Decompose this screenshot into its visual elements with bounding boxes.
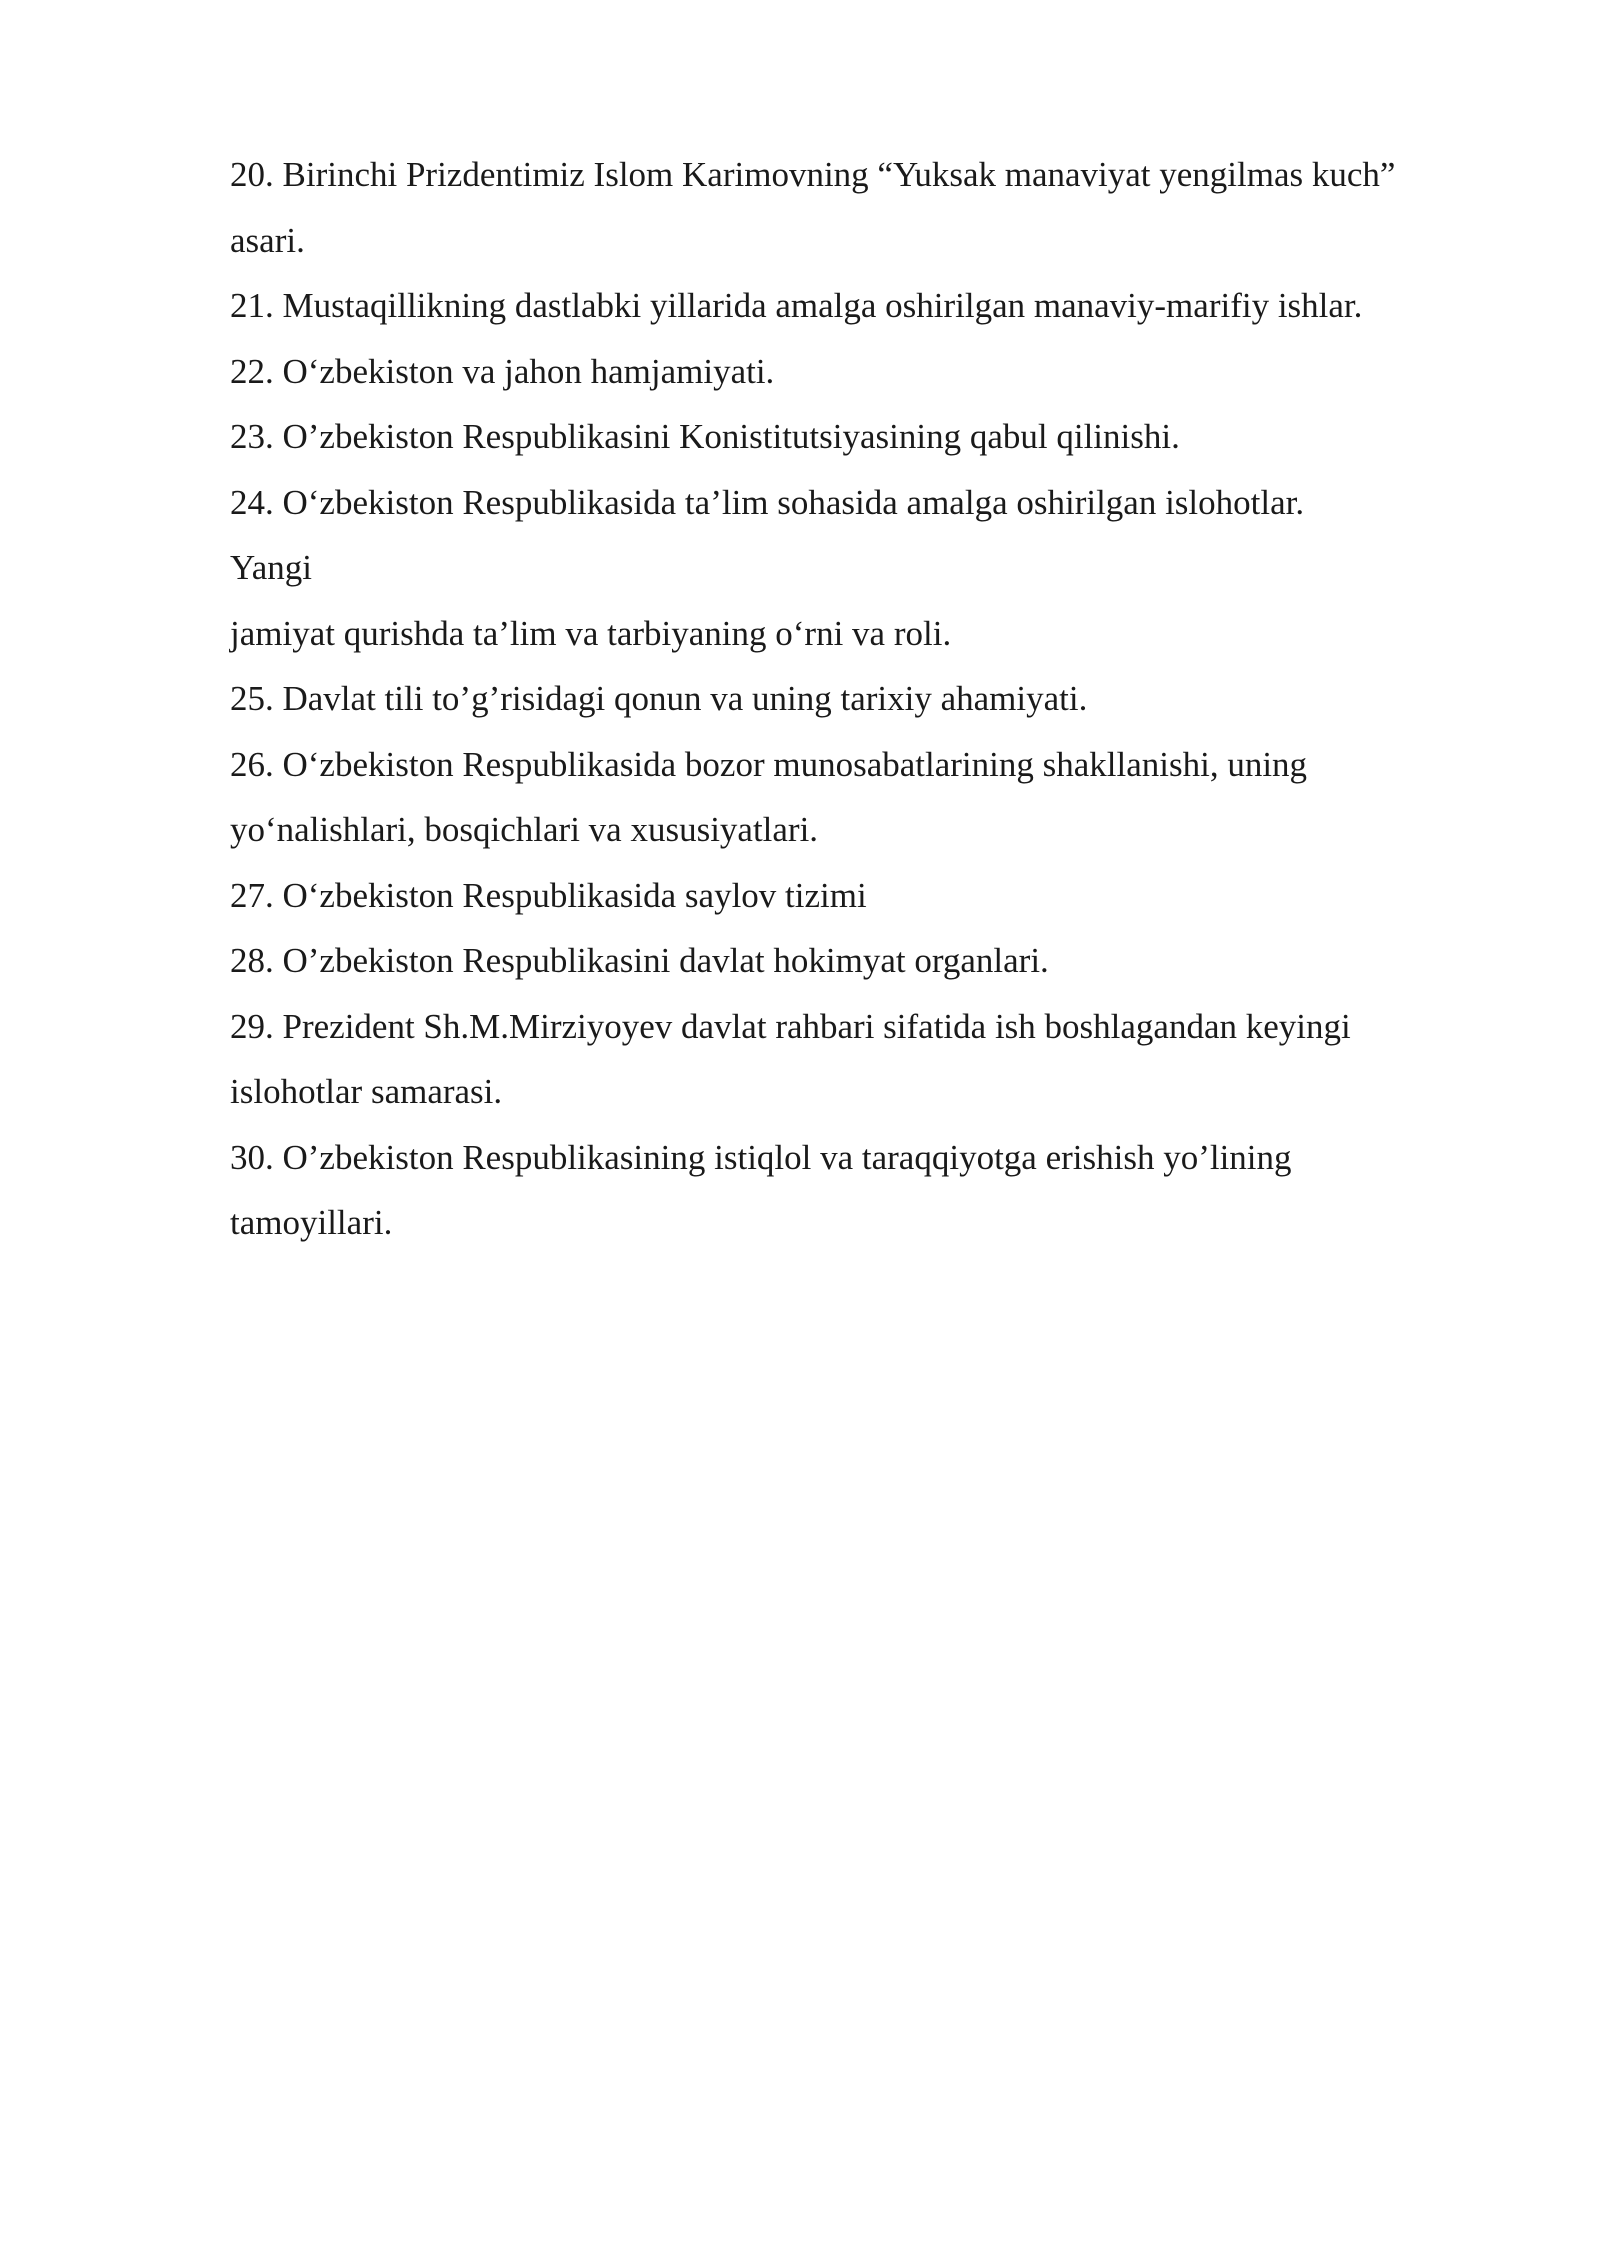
text-line: 24. O‘zbekiston Respublikasida ta’lim sohasida amalga oshirilgan islohotlar. [230,482,1305,522]
topic-list [230,142,1530,1256]
text-line: Yangi [230,548,313,587]
text-line: 26. O‘zbekiston Respublikasida bozor munosabatlarining shakllanishi, uning [230,744,1308,784]
text-line: 25. Davlat tili to’g’risidagi qonun va uning tarixiy ahamiyati. [230,679,1088,718]
text-line: 30. O’zbekiston Respublikasining istiqlol va taraqqiyotga erishish yo’lining [230,1137,1292,1177]
text-line: 28. O’zbekiston Respublikasini davlat hokimyat organlari. [230,941,1049,980]
text-line: yo‘nalishlari, bosqichlari va xususiyatlari. [230,810,819,849]
text-line: 20. Birinchi Prizdentimiz Islom Karimovning “Yuksak manaviyat yengilmas kuch” [230,155,1396,194]
text-line: jamiyat qurishda ta’lim va tarbiyaning o‘rni va roli. [230,613,952,653]
text-line: 21. Mustaqillikning dastlabki yillarida amalga oshirilgan manaviy-marifiy ishlar. [230,286,1363,325]
text-line: 23. O’zbekiston Respublikasini Konistitutsiyasining qabul qilinishi. [230,417,1180,456]
text-line: tamoyillari. [230,1203,393,1242]
text-line: 22. O‘zbekiston va jahon hamjamiyati. [230,351,775,391]
text-line: 27. O‘zbekiston Respublikasida saylov tizimi [230,875,867,915]
text-line: islohotlar samarasi. [230,1072,503,1111]
text-line: 29. Prezident Sh.M.Mirziyoyev davlat rahbari sifatida ish boshlagandan keyingi [230,1006,1351,1046]
text-line: asari. [230,220,305,260]
